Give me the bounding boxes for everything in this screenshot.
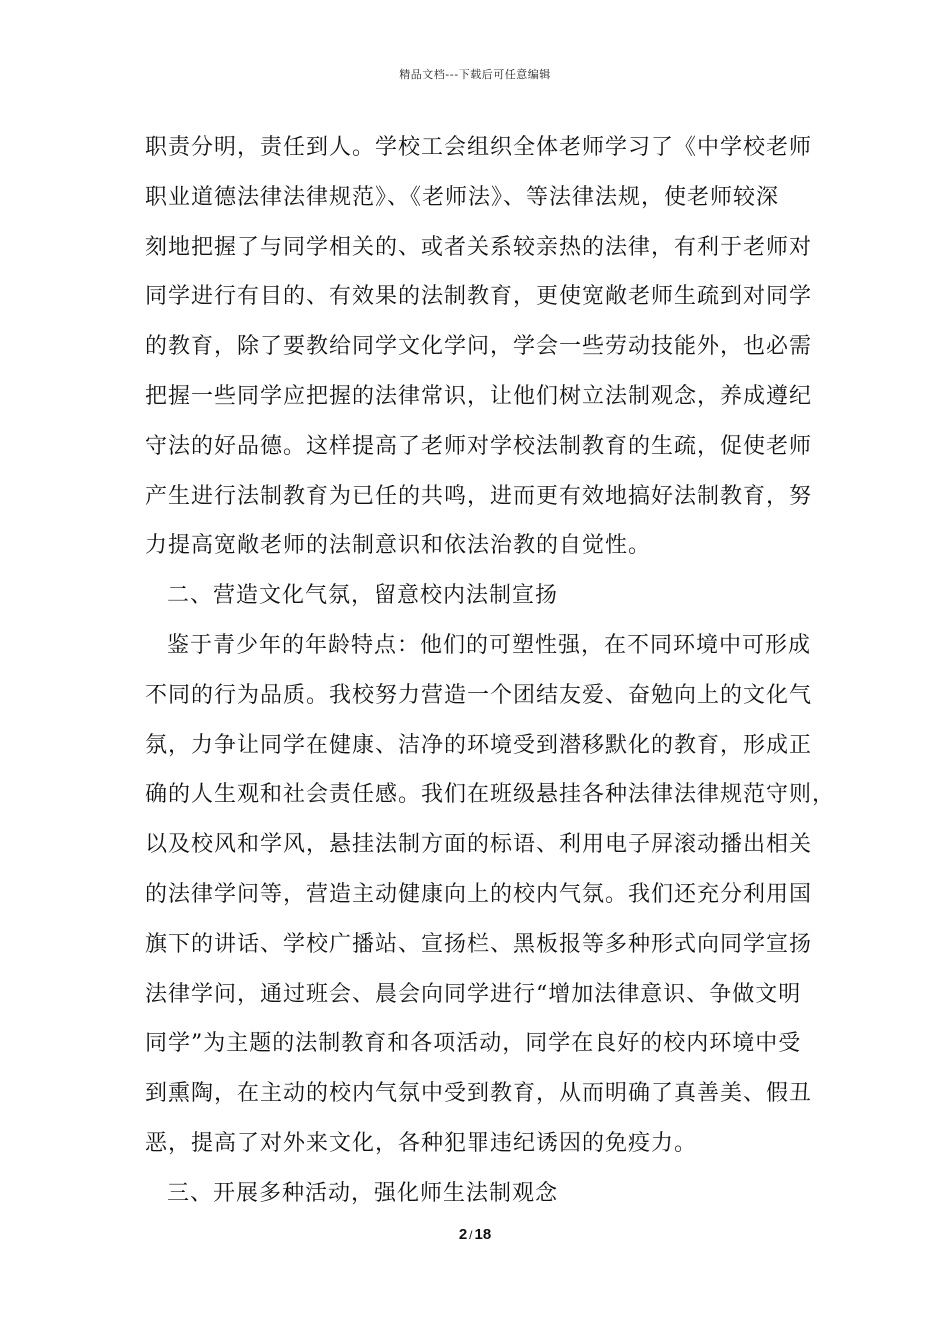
current-page-number: 2	[458, 1226, 468, 1243]
page-number	[0, 1226, 950, 1243]
body-text-line: 法律学问，通过班会、晨会向同学进行“增加法律意识、争做文明	[145, 981, 802, 1007]
body-text-line: 到熏陶，在主动的校内气氛中受到教育，从而明确了真善美、假丑	[145, 1081, 813, 1107]
body-text-line: 同学进行有目的、有效果的法制教育，更使宽敞老师生疏到对同学	[145, 284, 813, 310]
body-text-line: 产生进行法制教育为已任的共鸣，进而更有效地搞好法制教育，努	[145, 483, 813, 509]
body-text-line: 职业道德法律法律规范》、《老师法》、等法律法规，使老师较深	[145, 184, 780, 210]
page-separator: /	[469, 1228, 473, 1242]
section-heading: 二、营造文化气氛，留意校内法制宣扬	[167, 583, 559, 609]
body-text-line: 守法的好品德。这样提高了老师对学校法制教育的生疏，促使老师	[145, 433, 813, 459]
total-pages: 18	[474, 1226, 492, 1243]
body-text-line: 确的人生观和社会责任感。我们在班级悬挂各种法律法律规范守则，	[145, 782, 836, 808]
section-heading: 三、开展多种活动，强化师生法制观念	[167, 1180, 559, 1206]
body-text-line: 以及校风和学风，悬挂法制方面的标语、利用电子屏滚动播出相关	[145, 832, 813, 858]
body-text-line: 旗下的讲话、学校广播站、宣扬栏、黑板报等多种形式向同学宣扬	[145, 931, 813, 957]
body-text-line: 恶，提高了对外来文化，各种犯罪违纪诱因的免疫力。	[145, 1130, 698, 1156]
body-text-line: 的法律学问等，营造主动健康向上的校内气氛。我们还充分利用国	[145, 881, 813, 907]
body-text-line: 同学”为主题的法制教育和各项活动，同学在良好的校内环境中受	[145, 1031, 802, 1057]
body-text-line: 力提高宽敞老师的法制意识和依法治教的自觉性。	[145, 533, 652, 559]
body-text-line: 把握一些同学应把握的法律常识，让他们树立法制观念，养成遵纪	[145, 383, 813, 409]
body-text-line: 不同的行为品质。我校努力营造一个团结友爱、奋勉向上的文化气	[145, 682, 813, 708]
body-text-line: 刻地把握了与同学相关的、或者关系较亲热的法律，有利于老师对	[145, 234, 813, 260]
body-text-line: 职责分明，责任到人。学校工会组织全体老师学习了《中学校老师	[145, 135, 813, 160]
body-text-line: 氛，力争让同学在健康、洁净的环境受到潜移默化的教育，形成正	[145, 732, 813, 758]
page-header: 精品文档---下载后可任意编辑	[399, 68, 551, 81]
document-body	[145, 126, 836, 1222]
paragraph-first-line: 鉴于青少年的年龄特点：他们的可塑性强，在不同环境中可形成	[167, 632, 812, 658]
body-text-line: 的教育，除了要教给同学文化学问，学会一些劳动技能外，也必需	[145, 334, 813, 360]
